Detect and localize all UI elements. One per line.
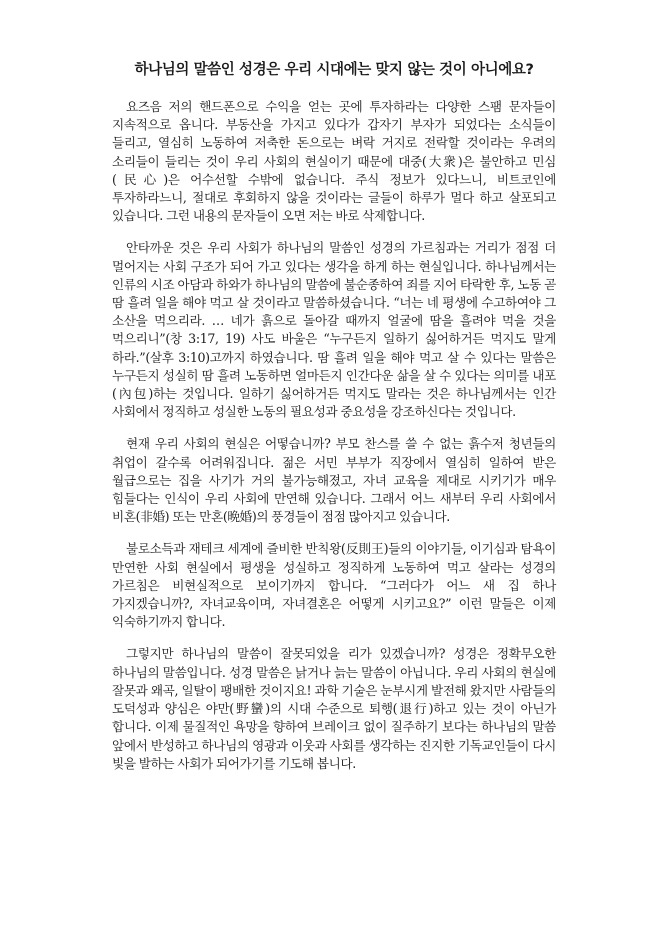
document-page	[112, 60, 556, 787]
document-title: 하나님의 말씀인 성경은 우리 시대에는 맞지 않는 것이 아니에요?	[134, 62, 534, 78]
paragraph-1: 요즈음 저의 핸드폰으로 수익을 얻는 곳에 투자하라는 다양한 스팸 문자들이 지속적으로 옵니다. 부동산을 가지고 있다가 갑자기 부자가 되었다는 소식들이 들리고, 열심히 노동하여 저축한 돈으로는 벼락 거지로 전락할 것이라는 우려의 소리들이 들리는 것이 우리 사회의 현실이기 때문에 대중(大衆)은 불안하고 민심(民心)은 어수선할 수밖에 없습니다. 주식 정보가 있다느니, 비트코인에 투자하라느니, 절대로 후회하지 않을 것이라는 글들이 하루가 멀다 하고 살포되고 있습니다. 그런 내용의 문자들이 오면 저는 바로 삭제합니다.	[112, 99, 556, 224]
paragraph-3: 현재 우리 사회의 현실은 어떻습니까? 부모 찬스를 쓸 수 없는 흙수저 청년들의 취업이 갈수록 어려워집니다. 젊은 서민 부부가 직장에서 열심히 일하여 받은 월급으로는 집을 사기가 거의 불가능해졌고, 자녀 교육을 제대로 시키기가 매우 힘들다는 인식이 우리 사회에 만연해 있습니다. 그래서 어느 새부터 우리 사회에서 비혼(非婚) 또는 만혼(晩婚)의 풍경들이 점점 많아지고 있습니다.	[112, 436, 556, 525]
paragraph-5: 그렇지만 하나님의 말씀이 잘못되었을 리가 있겠습니까? 성경은 정확무오한 하나님의 말씀입니다. 성경 말씀은 낡거나 늙는 말씀이 아닙니다. 우리 사회의 현실에 잘못과 왜곡, 일탈이 팽배한 것이지요! 과학 기술은 눈부시게 발전해 왔지만 사람들의 도덕성과 양심은 야만(野蠻)의 시대 수준으로 퇴행(退行)하고 있는 것이 아닌가 합니다. 이제 물질적인 욕망을 향하여 브레이크 없이 질주하기 보다는 하나님의 말씀 앞에서 반성하고 하나님의 영광과 이웃과 사회를 생각하는 진지한 기독교인들이 다시 빛을 발하는 사회가 되어가기를 기도해 봅니다.	[112, 646, 556, 771]
paragraph-2: 안타까운 것은 우리 사회가 하나님의 말씀인 성경의 가르침과는 거리가 점점 더 멀어지는 사회 구조가 되어 가고 있다는 생각을 하게 하는 현실입니다. 하나님께서는 인류의 시조 아담과 하와가 하나님의 말씀에 불순종하여 죄를 지어 타락한 후, 노동 곧 땀 흘려 일을 해야 먹고 살 것이라고 말씀하셨습니다. “너는 네 평생에 수고하여야 그 소산을 먹으리라. … 네가 흙으로 돌아갈 때까지 얼굴에 땀을 흘려야 먹을 것을 먹으리니”(창 3:17, 19) 사도 바울은 “누구든지 일하기 싫어하거든 먹지도 말게 하라.”(살후 3:10)고까지 하였습니다. 땀 흘려 일을 해야 먹고 살 수 있다는 말씀은 누구든지 성실히 땀 흘려 노동하면 얼마든지 인간다운 삶을 살 수 있다는 의미를 내포(內包)하는 것입니다. 일하기 싫어하거든 먹지도 말라는 것은 하나님께서는 인간 사회에서 정직하고 성실한 노동의 필요성과 중요성을 강조하신다는 것입니다.	[112, 240, 556, 420]
paragraph-4: 불로소득과 재테크 세계에 즐비한 반칙왕(反則王)들의 이야기들, 이기심과 탐욕이 만연한 사회 현실에서 평생을 성실하고 정직하게 노동하여 먹고 살라는 성경의 가르침은 비현실적으로 보이기까지 합니다. “그러다가 어느 새 집 하나 가지겠습니까?, 자녀교육이며, 자녀결혼은 어떻게 시키고요?” 이런 말들은 이제 익숙하기까지 합니다.	[112, 541, 556, 630]
